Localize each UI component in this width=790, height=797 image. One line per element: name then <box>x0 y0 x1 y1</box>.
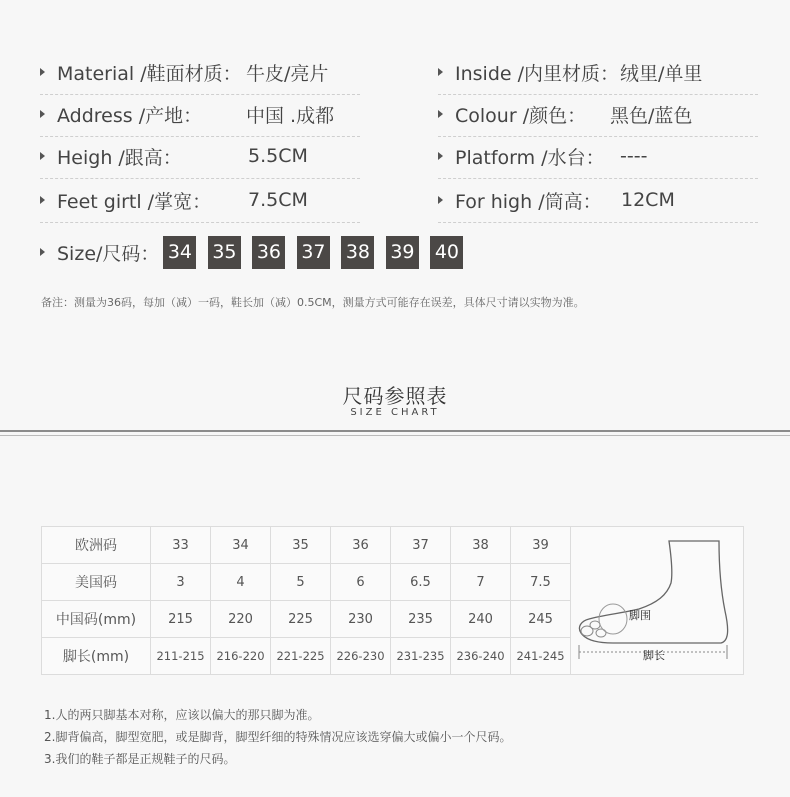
table-cell: 4 <box>211 564 271 601</box>
spec-row-platform <box>438 134 758 179</box>
table-cell: 216-220 <box>211 638 271 675</box>
size-selector-row <box>40 234 475 270</box>
table-cell: 35 <box>271 527 331 564</box>
table-cell: 211-215 <box>151 638 211 675</box>
spec-key: Material /鞋面材质： <box>57 62 242 85</box>
size-option-34[interactable]: 34 <box>163 236 196 269</box>
fitting-notes <box>44 704 511 770</box>
spec-row-colour <box>438 92 758 137</box>
triangle-bullet-icon <box>40 248 45 256</box>
size-option-36[interactable]: 36 <box>252 236 285 269</box>
spec-value: 黑色/蓝色 <box>610 104 693 127</box>
spec-value: 7.5CM <box>248 189 308 211</box>
size-chart-table <box>41 526 744 675</box>
table-cell: 6.5 <box>391 564 451 601</box>
spec-key: Heigh /跟高： <box>57 146 182 169</box>
spec-value: ---- <box>620 145 648 167</box>
table-cell: 34 <box>211 527 271 564</box>
triangle-bullet-icon <box>40 68 45 76</box>
spec-row-feet-width <box>40 178 360 223</box>
size-chart-subtitle: SIZE CHART <box>350 407 440 418</box>
table-cell: 215 <box>151 601 211 638</box>
spec-value: 牛皮/亮片 <box>246 62 329 85</box>
spec-row-material <box>40 50 360 95</box>
spec-row-boot-height <box>438 178 758 223</box>
table-cell: 236-240 <box>451 638 511 675</box>
table-cell: 245 <box>511 601 571 638</box>
table-cell: 231-235 <box>391 638 451 675</box>
spec-key: Inside /内里材质： <box>455 62 620 85</box>
table-cell: 235 <box>391 601 451 638</box>
spec-key: Feet girtl /掌宽： <box>57 190 212 213</box>
table-cell: 230 <box>331 601 391 638</box>
spec-row-address <box>40 92 360 137</box>
spec-key: Address /产地： <box>57 104 203 127</box>
spec-key: Colour /颜色： <box>455 104 587 127</box>
spec-key: For high /筒高： <box>455 190 602 213</box>
triangle-bullet-icon <box>438 196 443 204</box>
table-row <box>42 527 744 564</box>
row-header: 脚长(mm) <box>42 638 151 675</box>
table-cell: 241-245 <box>511 638 571 675</box>
triangle-bullet-icon <box>438 68 443 76</box>
spec-value: 中国 .成都 <box>246 104 335 127</box>
table-cell: 225 <box>271 601 331 638</box>
triangle-bullet-icon <box>438 152 443 160</box>
size-label: Size/尺码： <box>57 242 160 265</box>
divider <box>0 430 790 432</box>
table-cell: 37 <box>391 527 451 564</box>
size-chart-title: 尺码参照表 <box>342 384 448 408</box>
size-option-39[interactable]: 39 <box>386 236 419 269</box>
row-header: 欧洲码 <box>42 527 151 564</box>
row-header: 美国码 <box>42 564 151 601</box>
table-cell: 240 <box>451 601 511 638</box>
table-cell: 39 <box>511 527 571 564</box>
foot-length-label: 脚长 <box>643 649 665 662</box>
triangle-bullet-icon <box>40 110 45 118</box>
table-cell: 7 <box>451 564 511 601</box>
spec-row-heel-height <box>40 134 360 179</box>
size-option-35[interactable]: 35 <box>208 236 241 269</box>
table-cell: 5 <box>271 564 331 601</box>
foot-girth-label: 脚围 <box>629 609 651 622</box>
table-cell: 3 <box>151 564 211 601</box>
table-cell: 221-225 <box>271 638 331 675</box>
spec-row-inside <box>438 50 758 95</box>
table-cell: 33 <box>151 527 211 564</box>
list-item: 1.人的两只脚基本对称，应该以偏大的那只脚为准。 <box>44 708 320 722</box>
spec-value: 绒里/单里 <box>620 62 703 85</box>
table-cell: 226-230 <box>331 638 391 675</box>
triangle-bullet-icon <box>40 152 45 160</box>
table-cell: 6 <box>331 564 391 601</box>
foot-diagram <box>571 527 744 675</box>
triangle-bullet-icon <box>438 110 443 118</box>
row-header: 中国码(mm) <box>42 601 151 638</box>
divider <box>0 435 790 436</box>
table-cell: 38 <box>451 527 511 564</box>
table-cell: 36 <box>331 527 391 564</box>
spec-key: Platform /水台： <box>455 146 605 169</box>
table-cell: 7.5 <box>511 564 571 601</box>
size-option-38[interactable]: 38 <box>341 236 374 269</box>
spec-value: 12CM <box>621 189 675 211</box>
list-item: 3.我们的鞋子都是正规鞋子的尺码。 <box>44 752 236 766</box>
triangle-bullet-icon <box>40 196 45 204</box>
table-cell: 220 <box>211 601 271 638</box>
size-option-37[interactable]: 37 <box>297 236 330 269</box>
size-option-40[interactable]: 40 <box>430 236 463 269</box>
spec-value: 5.5CM <box>248 145 308 167</box>
measurement-note: 备注：测量为36码，每加（减）一码，鞋长加（减）0.5CM，测量方式可能存在误差，具体尺寸请以实物为准。 <box>41 296 585 309</box>
list-item: 2.脚背偏高，脚型宽肥，或是脚背，脚型纤细的特殊情况应该选穿偏大或偏小一个尺码。 <box>44 730 512 744</box>
